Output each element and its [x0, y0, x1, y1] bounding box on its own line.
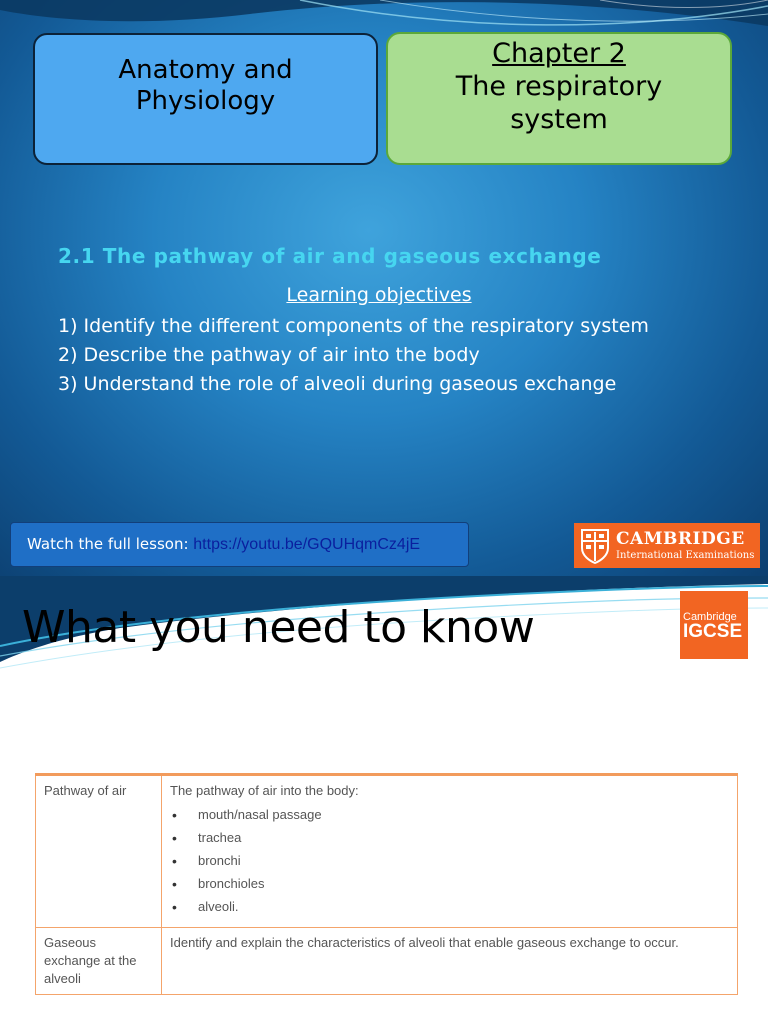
course-title-line2: Physiology	[135, 86, 276, 116]
content-intro: The pathway of air into the body:	[170, 783, 359, 798]
syllabus-table	[35, 773, 738, 995]
learning-objectives-heading: Learning objectives	[286, 284, 472, 306]
table-row	[36, 775, 738, 928]
objective-item: 2) Describe the pathway of air into the body	[58, 344, 480, 366]
cambridge-name: CAMBRIDGE	[616, 528, 745, 549]
slide-what-you-need-to-know	[0, 576, 768, 1024]
cambridge-logo	[574, 523, 760, 568]
watch-lesson-bar	[10, 522, 469, 567]
page-heading: What you need to know	[22, 602, 535, 653]
pathway-list	[170, 806, 729, 921]
course-title-box	[33, 33, 378, 165]
table-row	[36, 928, 738, 995]
igcse-logo	[680, 591, 748, 659]
objectives-list	[58, 314, 688, 401]
objective-item: 3) Understand the role of alveoli during gaseous exchange	[58, 373, 617, 395]
course-title-line1: Anatomy and	[118, 55, 293, 85]
list-item: • bronchi	[170, 852, 729, 875]
list-item: • alveoli.	[170, 898, 729, 921]
crest-icon	[580, 528, 610, 564]
chapter-title-line1: The respiratory	[455, 71, 663, 102]
watch-label: Watch the full lesson:	[27, 535, 194, 553]
list-item: • bronchioles	[170, 875, 729, 898]
igcse-logo-line2: IGCSE	[683, 621, 743, 642]
list-item: • mouth/nasal passage	[170, 806, 729, 829]
list-item: • trachea	[170, 829, 729, 852]
chapter-title-line2: system	[510, 104, 608, 135]
cambridge-subtitle: International Examinations	[616, 549, 755, 561]
lesson-link[interactable]: https://youtu.be/GQUHqmCz4jE	[193, 536, 421, 553]
topic-cell: Gaseous exchange at the alveoli	[36, 928, 162, 995]
objective-item: 1) Identify the different components of the respiratory system	[58, 315, 649, 337]
chapter-number: Chapter 2	[492, 38, 626, 69]
chapter-box	[386, 32, 732, 165]
content-cell	[162, 775, 738, 928]
content-cell: Identify and explain the characteristics of alveoli that enable gaseous exchange to occur.	[162, 928, 738, 995]
igcse-logo-line1: Cambridge	[683, 611, 737, 623]
topic-cell: Pathway of air	[36, 775, 162, 928]
section-title: 2.1 The pathway of air and gaseous exchange	[58, 244, 602, 268]
